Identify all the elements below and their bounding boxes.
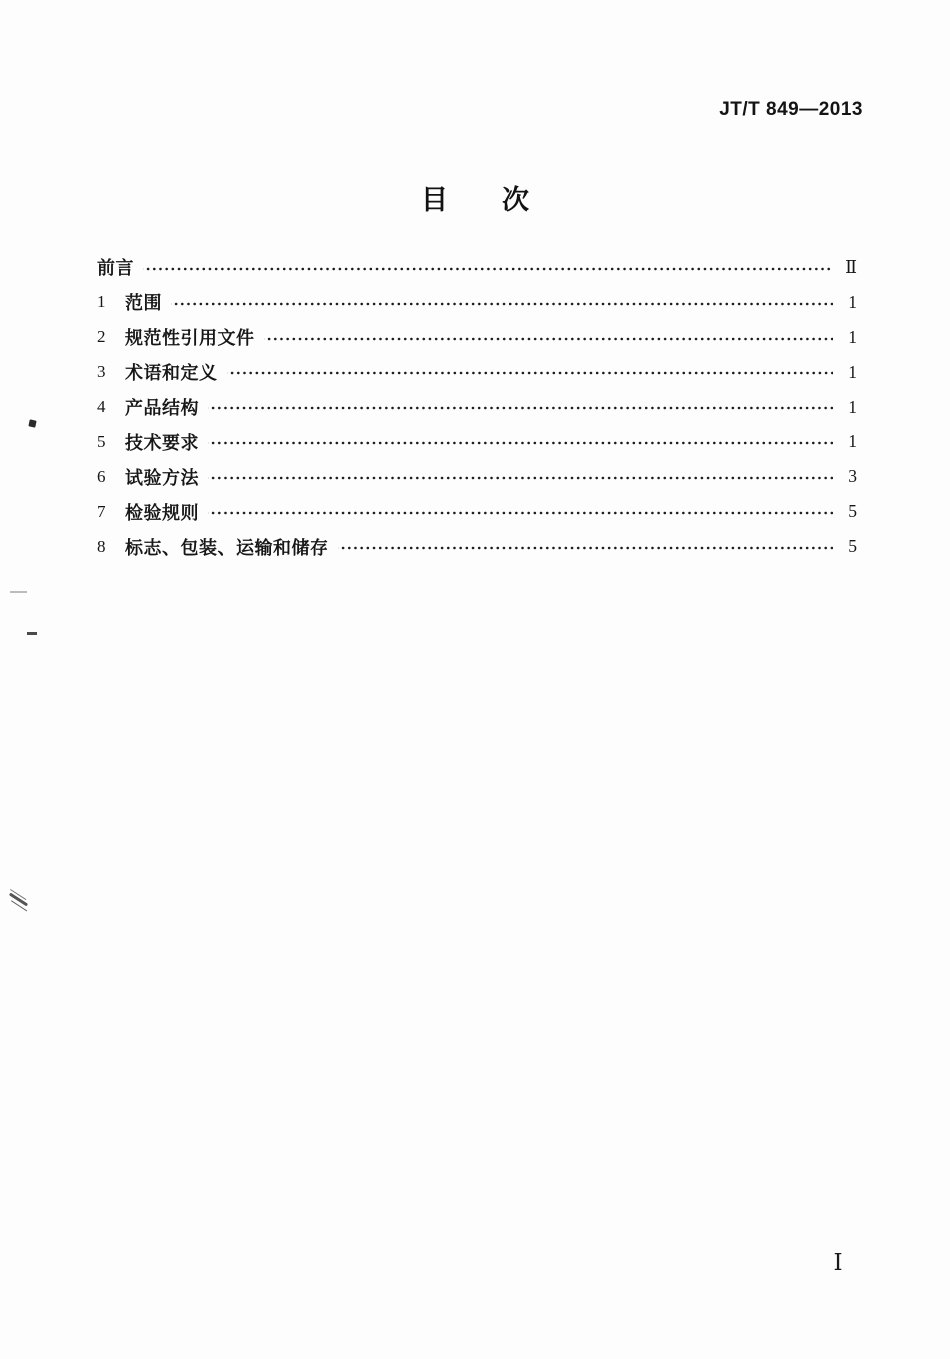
toc-entry-number: 2: [97, 327, 106, 347]
toc-entry: [97, 285, 857, 320]
toc-leader-dots: [208, 390, 833, 425]
toc-entry-label: 产品结构: [125, 398, 199, 418]
toc-entry: [97, 355, 857, 390]
toc-entry: [97, 494, 857, 529]
toc-entry-page: 1: [848, 396, 857, 417]
toc-entry-page: Ⅱ: [845, 256, 857, 277]
toc-entry-page: 1: [848, 431, 857, 452]
toc-entry-label: 标志、包装、运输和储存: [125, 537, 329, 558]
toc-entry-label: 试验方法: [125, 467, 199, 488]
toc-leader-dots: [338, 529, 834, 564]
toc-entry-number: 5: [97, 431, 106, 451]
toc-entry: [97, 390, 857, 425]
toc-leader-dots: [208, 424, 833, 459]
toc-entry: [97, 424, 857, 459]
toc-entry-label: 技术要求: [125, 432, 199, 453]
scan-artifact: [9, 893, 28, 907]
toc-entry-page: 3: [848, 466, 857, 487]
toc-entry-number: 6: [97, 466, 106, 486]
scan-artifact: [27, 632, 37, 635]
toc-entry-page: 1: [848, 291, 857, 312]
toc-entry-number: 8: [97, 536, 106, 556]
standard-code: JT/T 849—2013: [719, 99, 863, 120]
toc-entry-number: 3: [97, 362, 106, 382]
toc-entry-label: 术语和定义: [125, 363, 218, 384]
toc-entry-number: 1: [97, 292, 106, 312]
toc-entry-page: 1: [848, 361, 857, 382]
toc-list: [97, 250, 857, 564]
toc-leader-dots: [208, 459, 833, 494]
page-title: 目 次: [421, 185, 529, 215]
toc-entry-number: 4: [97, 397, 106, 416]
toc-entry: [97, 320, 857, 355]
toc-entry: [97, 459, 857, 494]
toc-entry-number: 7: [97, 501, 106, 521]
toc-leader-dots: [264, 320, 834, 355]
toc-entry: [97, 250, 857, 285]
scan-artifact: [28, 419, 36, 427]
toc-entry-page: 5: [848, 501, 857, 522]
toc-entry: [97, 529, 857, 564]
toc-entry-label: 规范性引用文件: [125, 328, 255, 349]
footer-page-number: Ⅰ: [833, 1250, 843, 1275]
toc-leader-dots: [227, 355, 834, 390]
toc-leader-dots: [171, 285, 833, 320]
toc-entry-label: 检验规则: [125, 502, 199, 523]
toc-entry-label: 范围: [125, 293, 162, 314]
toc-entry-page: 1: [848, 326, 857, 347]
toc-leader-dots: [208, 494, 833, 529]
toc-leader-dots: [143, 250, 833, 285]
toc-entry-page: 5: [848, 536, 857, 557]
toc-entry-label: 前言: [97, 258, 134, 279]
scan-artifact: [10, 591, 27, 593]
